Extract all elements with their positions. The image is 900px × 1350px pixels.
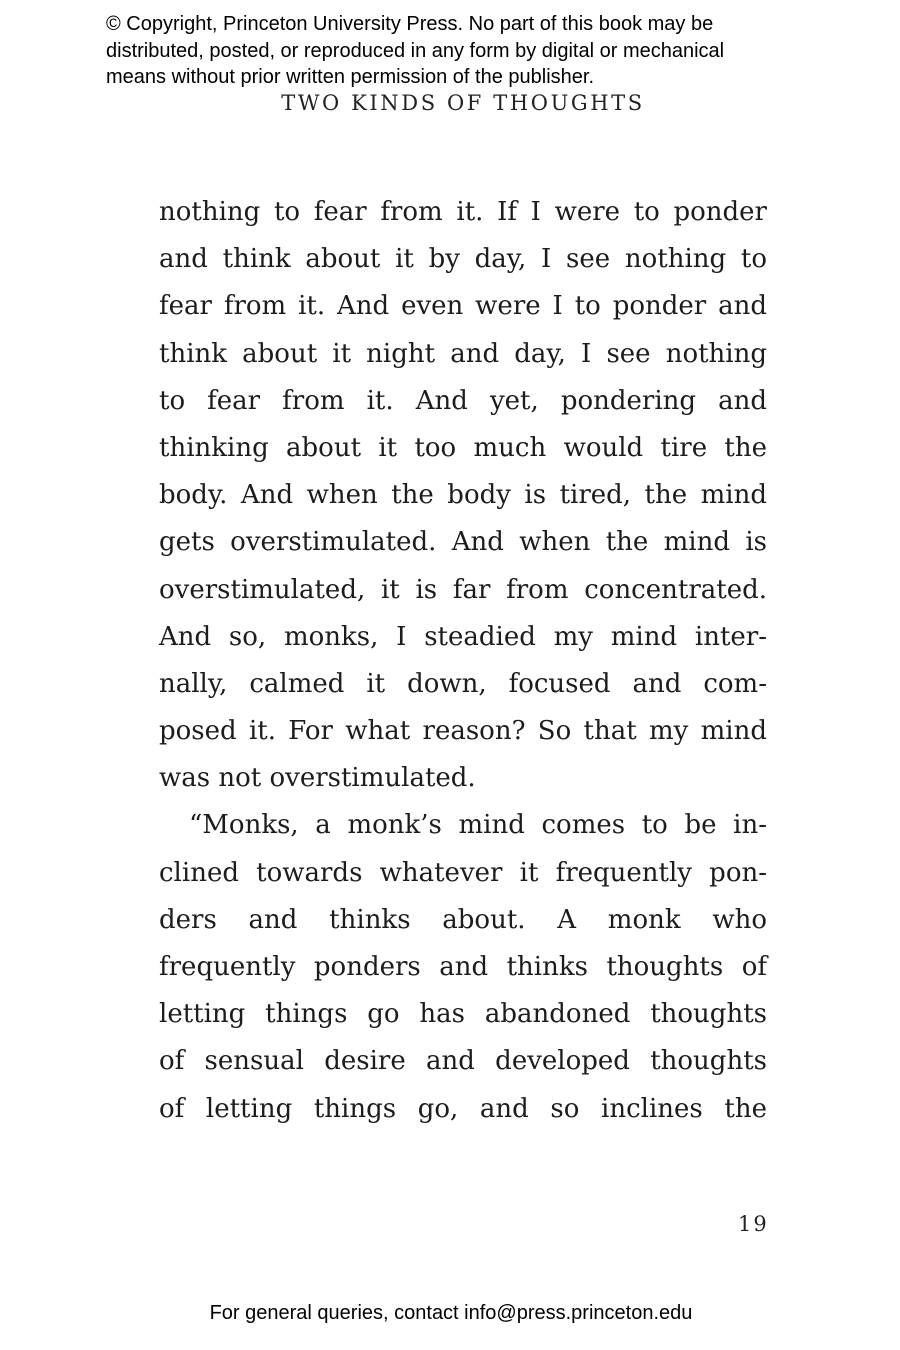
copyright-line: distributed, posted, or reproduced in any form by digital or mechanical [106, 39, 725, 62]
body-text [159, 189, 767, 1133]
text-line: letting things go has abandoned thoughts [159, 999, 767, 1030]
copyright-notice [106, 11, 826, 91]
text-line: of sensual desire and developed thoughts [159, 1046, 767, 1077]
copyright-line: means without prior written permission of the publisher. [106, 66, 595, 88]
text-line: thinking about it too much would tire the [159, 432, 767, 463]
text-line: and think about it by day, I see nothing to [159, 244, 767, 275]
copyright-line: © Copyright, Princeton University Press. No part of this book may be [106, 13, 714, 35]
text-line: fear from it. And even were I to ponder and [159, 291, 767, 322]
running-head: TWO KINDS OF THOUGHTS [281, 91, 645, 115]
text-line: frequently ponders and thinks thoughts of [159, 952, 767, 982]
text-line: nally, calmed it down, focused and com- [159, 668, 767, 699]
text-line: to fear from it. And yet, pondering and [159, 385, 767, 416]
text-line: of letting things go, and so inclines the [159, 1093, 767, 1124]
text-line: was not overstimulated. [159, 763, 476, 794]
text-line: And so, monks, I steadied my mind inter- [159, 621, 767, 652]
text-line: posed it. For what reason? So that my mind [159, 716, 767, 747]
text-line: overstimulated, it is far from concentrated. [159, 574, 767, 605]
text-line: ders and thinks about. A monk who [159, 904, 767, 935]
text-line: gets overstimulated. And when the mind is [159, 527, 767, 558]
text-line: clined towards whatever it frequently pon- [159, 857, 767, 888]
footer-contact: For general queries, contact info@press.princeton.edu [209, 1302, 693, 1324]
page-number: 19 [738, 1212, 769, 1236]
text-line: nothing to fear from it. If I were to ponder [159, 197, 767, 227]
text-line: body. And when the body is tired, the mind [159, 480, 767, 511]
text-line: think about it night and day, I see nothing [159, 338, 767, 369]
text-line: “Monks, a monk’s mind comes to be in- [189, 810, 767, 841]
